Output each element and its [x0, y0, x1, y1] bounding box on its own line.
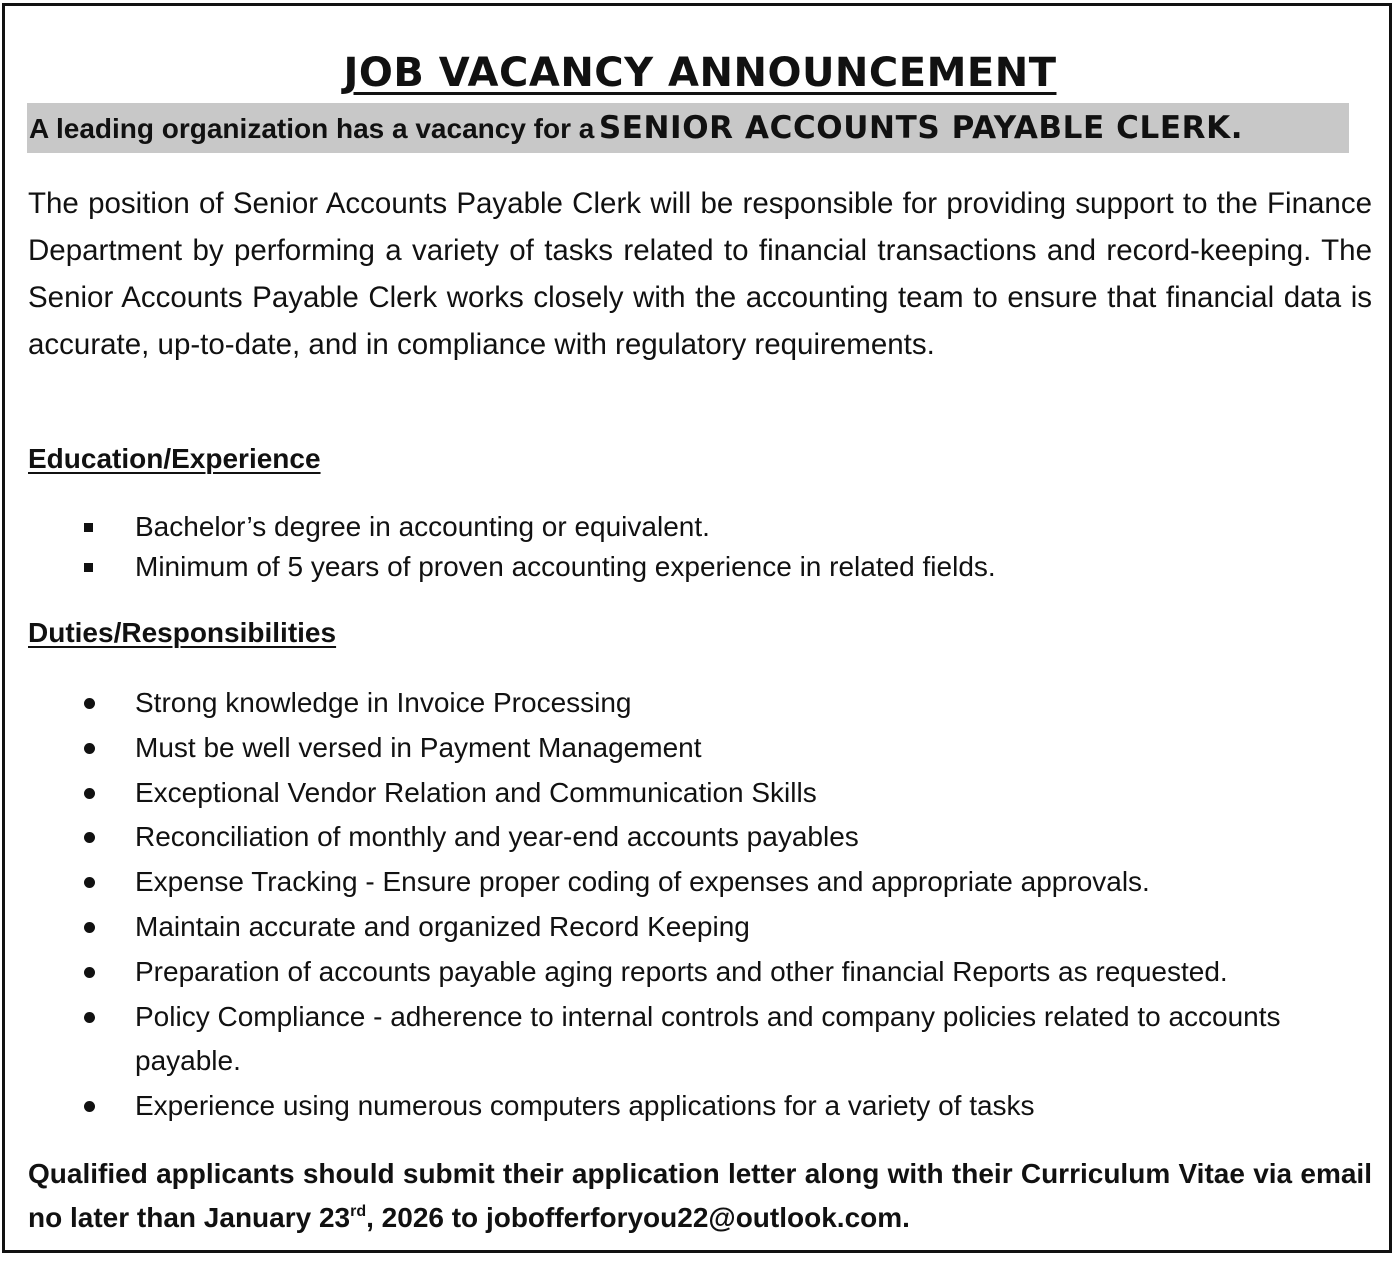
list-item	[0, 681, 1372, 726]
duty-item-text: Preparation of accounts payable aging reports and other financial Reports as requested.	[135, 955, 1228, 987]
education-heading: Education/Experience	[28, 443, 321, 474]
square-bullet-icon	[84, 523, 93, 532]
application-instructions	[28, 1152, 1372, 1240]
duties-list	[0, 681, 1400, 1129]
duty-item-text: Experience using numerous computers applications for a variety of tasks	[135, 1090, 1035, 1122]
duty-item-text: Reconciliation of monthly and year-end accounts payables	[135, 821, 859, 853]
round-bullet-icon	[84, 967, 95, 978]
vacancy-position-title: SENIOR ACCOUNTS PAYABLE CLERK.	[598, 110, 1244, 146]
education-item-text: Bachelor’s degree in accounting or equivalent.	[135, 511, 710, 542]
round-bullet-icon	[84, 743, 95, 754]
list-item	[0, 995, 1372, 1085]
list-item	[0, 1084, 1372, 1129]
round-bullet-icon	[84, 877, 95, 888]
round-bullet-icon	[84, 1101, 95, 1112]
round-bullet-icon	[84, 788, 95, 799]
closing-text-start: Qualified applicants should submit their application letter along with their Curriculum Vitae via email no later than January 23	[28, 1158, 1372, 1233]
square-bullet-icon	[84, 563, 93, 572]
vacancy-highlight-banner	[27, 103, 1349, 153]
date-ordinal-suffix: rd	[350, 1203, 367, 1220]
duty-item-text: Must be well versed in Payment Management	[135, 731, 702, 763]
closing-text-end: , 2026 to jobofferforyou22@outlook.com.	[366, 1202, 910, 1233]
duty-item-text: Maintain accurate and organized Record Keeping	[135, 910, 750, 942]
list-item	[0, 771, 1372, 816]
duty-item-text: Strong knowledge in Invoice Processing	[135, 687, 632, 718]
round-bullet-icon	[84, 922, 95, 933]
title-text: JOB VACANCY ANNOUNCEMENT	[343, 49, 1057, 96]
list-item	[0, 507, 1372, 547]
vacancy-intro-text: A leading organization has a vacancy for a	[29, 113, 595, 144]
round-bullet-icon	[84, 832, 95, 843]
list-item	[0, 726, 1372, 771]
duty-item-text: Policy Compliance - adherence to internal controls and company policies related to accounts payable.	[135, 1000, 1281, 1077]
duties-heading: Duties/Responsibilities	[28, 617, 337, 648]
round-bullet-icon	[84, 1012, 95, 1023]
page-title	[0, 49, 1400, 97]
list-item	[0, 905, 1372, 950]
list-item	[0, 547, 1372, 587]
position-description: The position of Senior Accounts Payable Clerk will be responsible for providing support to the Finance Department by performing a variety of tasks related to financial transactions and record-keeping. The Senior Accounts Payable Clerk works closely with the accounting team to ensure that financial data is accurate, up-to-date, and in compliance with regulatory requirements.	[28, 187, 1372, 361]
list-item	[0, 950, 1372, 995]
list-item	[0, 860, 1372, 905]
duty-item-text: Expense Tracking - Ensure proper coding of expenses and appropriate approvals.	[135, 866, 1150, 898]
education-list	[0, 507, 1400, 587]
duty-item-text: Exceptional Vendor Relation and Communication Skills	[135, 776, 817, 808]
round-bullet-icon	[84, 698, 95, 709]
list-item	[0, 815, 1372, 860]
education-item-text: Minimum of 5 years of proven accounting experience in related fields.	[135, 551, 996, 582]
